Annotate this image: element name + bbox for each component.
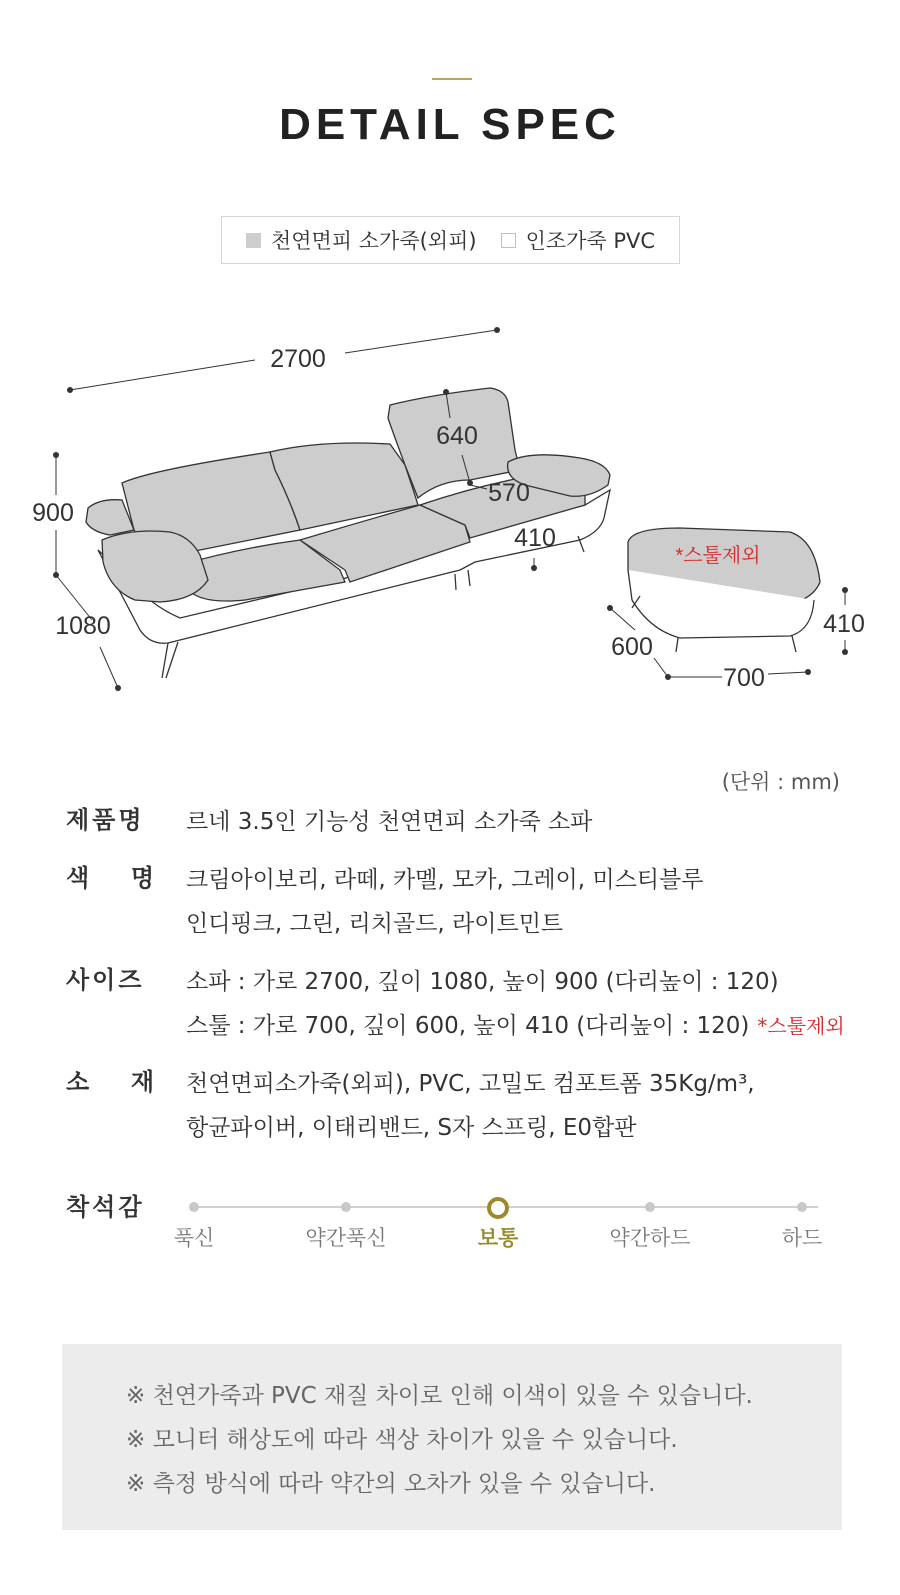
page-title: DETAIL SPEC bbox=[279, 100, 621, 149]
spec-value-line bbox=[186, 1004, 845, 1048]
dim-chaise-seat: 410 bbox=[514, 524, 556, 552]
comfort-level-label: 하드 bbox=[781, 1226, 823, 1250]
spec-row-material bbox=[66, 1062, 846, 1150]
comfort-scale-dot bbox=[797, 1202, 807, 1212]
dim-chaise-back: 640 bbox=[436, 422, 478, 450]
comfort-level-label: 보통 bbox=[477, 1226, 519, 1250]
unit-label: (단위 : mm) bbox=[721, 770, 840, 794]
dim-stool-height: 410 bbox=[823, 610, 865, 638]
leather-swatch-icon bbox=[246, 233, 261, 248]
legend-label-leather: 천연면피 소가죽(외피) bbox=[270, 229, 477, 253]
dim-chaise-mid: 570 bbox=[488, 479, 530, 507]
spec-label-color-b: 명 bbox=[130, 864, 154, 892]
spec-value-text: 스툴 : 가로 700, 깊이 600, 높이 410 (다리높이 : 120) bbox=[186, 1013, 750, 1039]
legend-item-pvc bbox=[501, 225, 656, 255]
spec-row-color bbox=[66, 858, 846, 946]
stool-exclusion-note: *스툴제외 bbox=[757, 1014, 845, 1038]
spec-label-material-b: 재 bbox=[130, 1068, 154, 1096]
material-legend bbox=[221, 216, 680, 264]
comfort-label: 착석감 bbox=[66, 1193, 145, 1221]
legend-label-pvc: 인조가죽 PVC bbox=[525, 229, 656, 253]
comfort-scale-track bbox=[194, 1206, 818, 1208]
notice-box bbox=[62, 1344, 842, 1530]
spec-label-product: 제품명 bbox=[66, 806, 145, 834]
spec-value-line: 르네 3.5인 기능성 천연면피 소가죽 소파 bbox=[186, 809, 593, 835]
spec-value-line: 천연면피소가죽(외피), PVC, 고밀도 컴포트폼 35Kg/m³, bbox=[186, 1071, 755, 1097]
comfort-scale-dot bbox=[645, 1202, 655, 1212]
comfort-level-label: 푹신 bbox=[173, 1226, 215, 1250]
spec-value-line: 크림아이보리, 라떼, 카멜, 모카, 그레이, 미스티블루 bbox=[186, 867, 704, 893]
notice-line: ※ 천연가죽과 PVC 재질 차이로 인해 이색이 있을 수 있습니다. bbox=[126, 1383, 753, 1409]
notice-line: ※ 모니터 해상도에 따라 색상 차이가 있을 수 있습니다. bbox=[126, 1427, 678, 1453]
dim-stool-width: 700 bbox=[723, 664, 765, 692]
dim-stool-depth: 600 bbox=[611, 633, 653, 661]
spec-values-product bbox=[186, 800, 592, 844]
dim-sofa-depth: 1080 bbox=[55, 612, 111, 640]
spec-label-material bbox=[66, 1062, 154, 1150]
comfort-scale-dot bbox=[341, 1202, 351, 1212]
spec-values-color bbox=[186, 858, 703, 946]
spec-value-line: 소파 : 가로 2700, 깊이 1080, 높이 900 (다리높이 : 120) bbox=[186, 969, 779, 995]
comfort-selected-marker bbox=[487, 1197, 509, 1219]
sofa-dimension-diagram bbox=[0, 300, 900, 720]
spec-label-color bbox=[66, 858, 154, 946]
notice-line: ※ 측정 방식에 따라 약간의 오차가 있을 수 있습니다. bbox=[126, 1471, 656, 1497]
dim-sofa-height: 900 bbox=[32, 499, 74, 527]
spec-label-color-a: 색 bbox=[66, 864, 90, 892]
spec-row-size bbox=[66, 960, 846, 1048]
stool-exclusion-note: *스툴제외 bbox=[675, 545, 761, 567]
title-accent-line bbox=[432, 78, 472, 80]
spec-values-material bbox=[186, 1062, 755, 1150]
comfort-level-label: 약간하드 bbox=[609, 1226, 691, 1250]
spec-label-size: 사이즈 bbox=[66, 966, 145, 994]
legend-item-leather bbox=[246, 225, 477, 255]
spec-row-product bbox=[66, 800, 846, 844]
comfort-scale-dot bbox=[189, 1202, 199, 1212]
dim-sofa-width: 2700 bbox=[270, 345, 326, 373]
spec-values-size bbox=[186, 960, 845, 1048]
spec-value-line: 항균파이버, 이태리밴드, S자 스프링, E0합판 bbox=[186, 1115, 637, 1141]
pvc-swatch-icon bbox=[501, 233, 516, 248]
spec-label-material-a: 소 bbox=[66, 1068, 90, 1096]
comfort-level-label: 약간푹신 bbox=[305, 1226, 387, 1250]
spec-value-line: 인디핑크, 그린, 리치골드, 라이트민트 bbox=[186, 911, 564, 937]
